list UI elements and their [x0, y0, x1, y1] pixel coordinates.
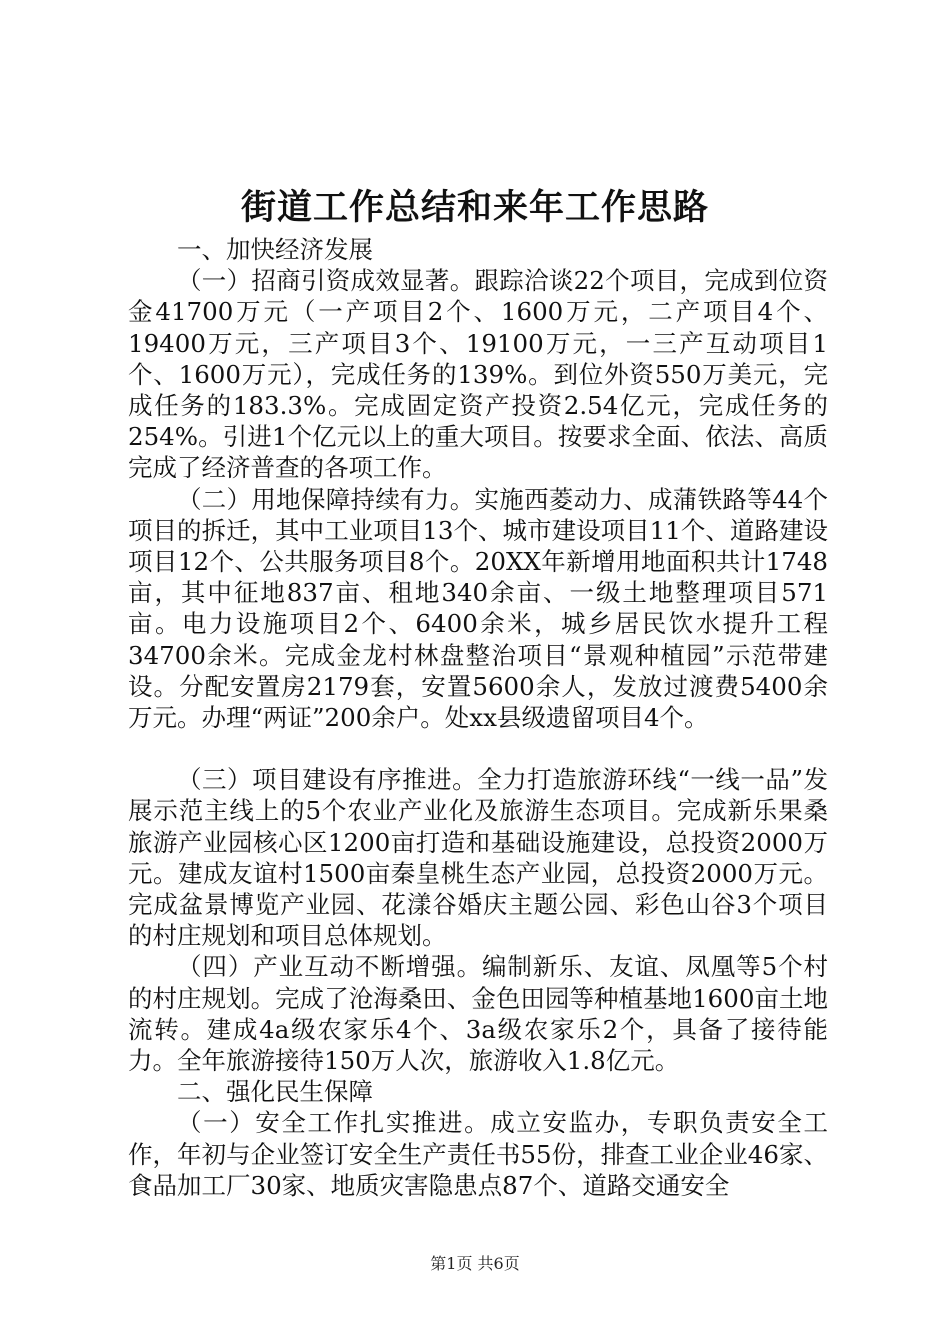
page-footer: 第1页 共6页: [430, 1254, 520, 1273]
section-heading-livelihood: 二、强化民生保障: [177, 1077, 373, 1107]
paragraph-investment: （一）招商引资成效显著。跟踪洽谈22个项目，完成到位资金41700万元（一产项目2个、1600万元，二产项目4个、19400万元，三产项目3个、19100万元，一三产互动项目1个、1600万元），完成任务的139%。到位外资550万美元，完成任务的183.3%。完成固定资产投资2.54亿元，完成任务的254%。引进1个亿元以上的重大项目。按要求全面、依法、高质完成了经济普查的各项工作。: [128, 266, 828, 483]
paragraph-safety: （一）安全工作扎实推进。成立安监办，专职负责安全工作，年初与企业签订安全生产责任书55份，排查工业企业46家、食品加工厂30家、地质灾害隐患点87个、道路交通安全: [128, 1108, 828, 1200]
document-body: [128, 234, 828, 1201]
paragraph-industry-interaction: （四）产业互动不断增强。编制新乐、友谊、凤凰等5个村的村庄规划。完成了沧海桑田、金色田园等种植基地1600亩土地流转。建成4a级农家乐4个、3a级农家乐2个，具备了接待能力。全年旅游接待150万人次，旅游收入1.8亿元。: [128, 952, 828, 1076]
paragraph-project-construction: （三）项目建设有序推进。全力打造旅游环线“一线一品”发展示范主线上的5个农业产业化及旅游生态项目。完成新乐果桑旅游产业园核心区1200亩打造和基础设施建设，总投资2000万元。建成友谊村1500亩秦皇桃生态产业园，总投资2000万元。完成盆景博览产业园、花漾谷婚庆主题公园、彩色山谷3个项目的村庄规划和项目总体规划。: [128, 765, 828, 951]
paragraph-land-use: （二）用地保障持续有力。实施西菱动力、成蒲铁路等44个项目的拆迁，其中工业项目13个、城市建设项目11个、道路建设项目12个、公共服务项目8个。20XX年新增用地面积共计1748亩，其中征地837亩、租地340余亩、一级土地整理项目571亩。电力设施项目2个、6400余米，城乡居民饮水提升工程34700余米。完成金龙村林盘整治项目“景观种植园”示范带建设。分配安置房2179套，安置5600余人，发放过渡费5400余万元。办理“两证”200余户。处xx县级遗留项目4个。: [128, 484, 828, 733]
document-title: 街道工作总结和来年工作思路: [240, 187, 709, 228]
section-heading-economy: 一、加快经济发展: [177, 235, 373, 264]
